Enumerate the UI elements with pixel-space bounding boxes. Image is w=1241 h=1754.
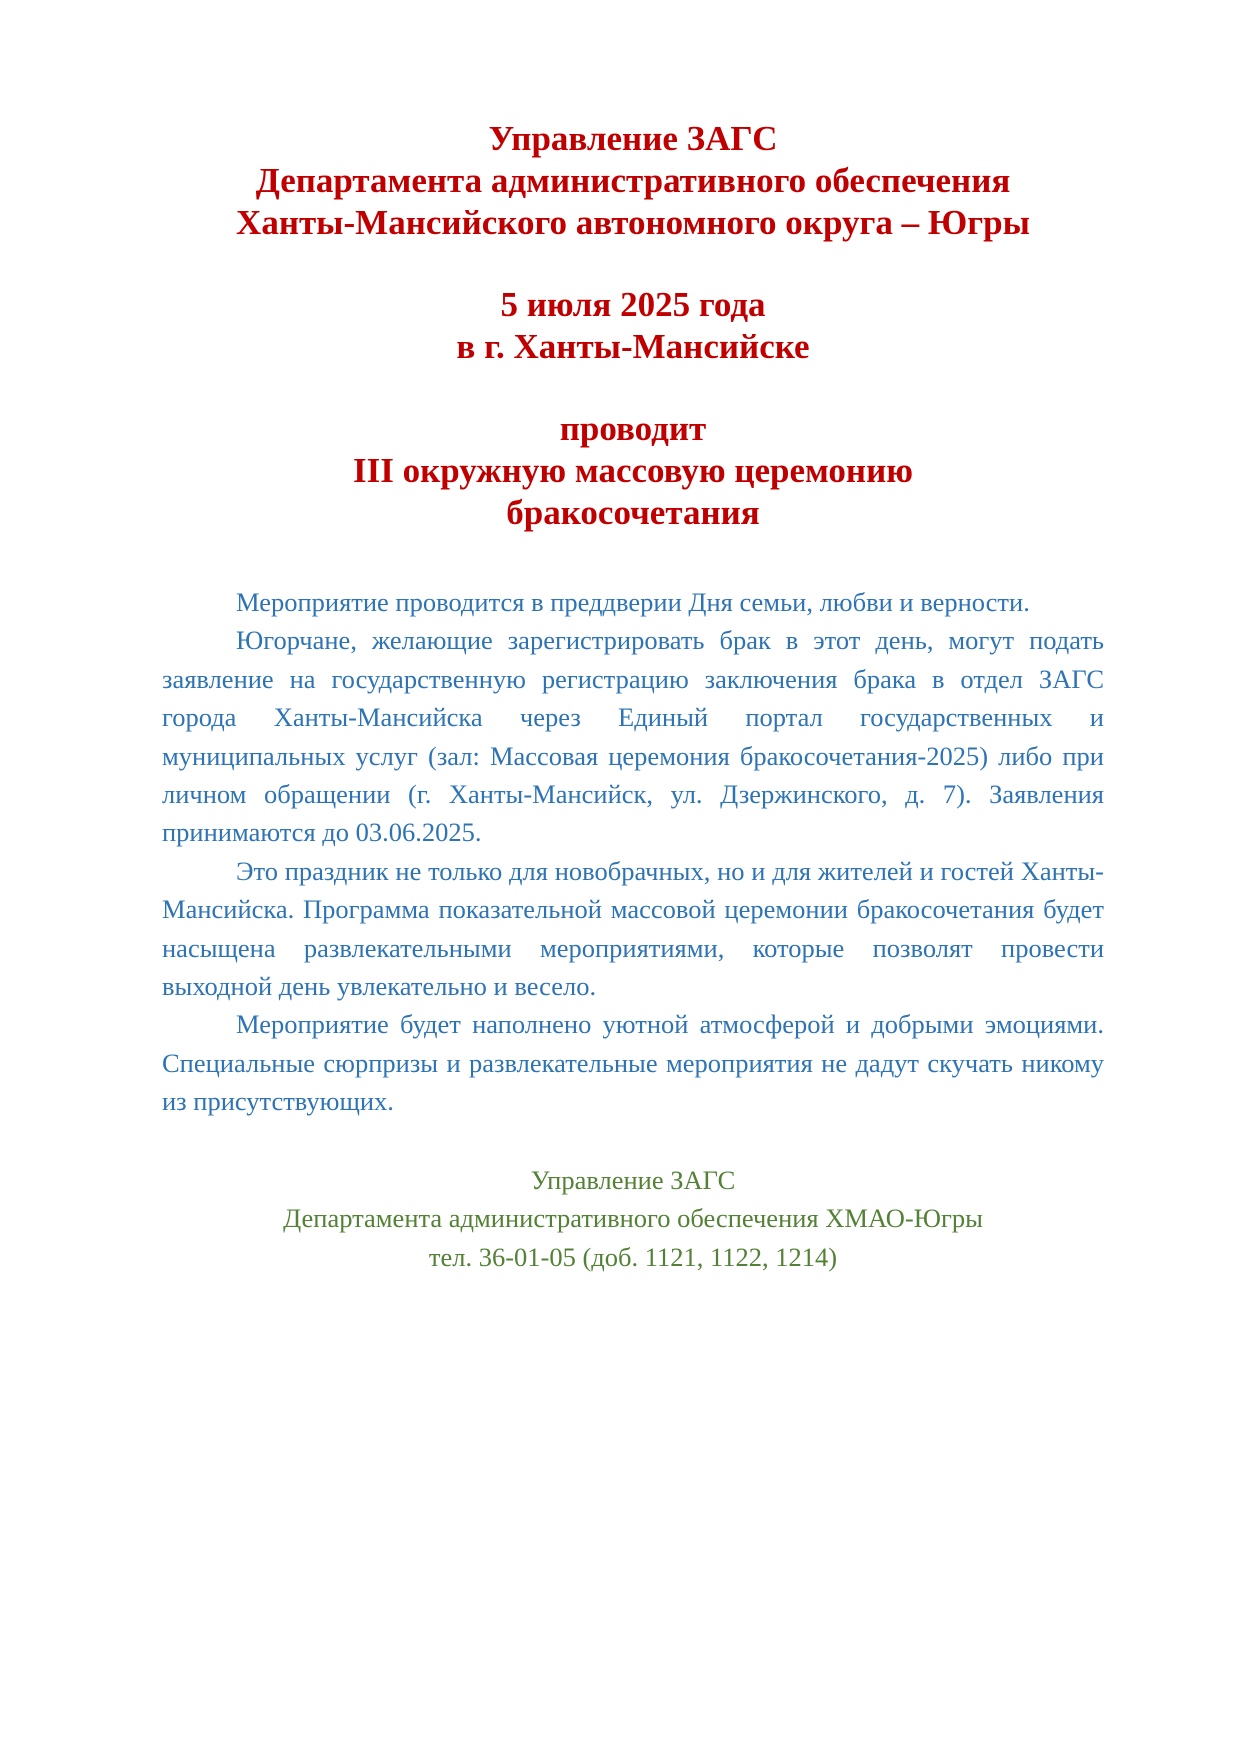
heading-org-line-3: Ханты-Мансийского автономного округа – Югры bbox=[236, 203, 1030, 242]
heading-event-line-2: III окружную массовую церемонию bbox=[352, 451, 914, 490]
heading-org-line-1: Управление ЗАГС bbox=[488, 119, 778, 158]
body-paragraph-4: Мероприятие будет наполнено уютной атмосферой и добрыми эмоциями. Специальные сюрпризы и развлекательные мероприятия не дадут скучать никому из присутствующих. bbox=[162, 1009, 1104, 1117]
announcement-body bbox=[162, 583, 1104, 1121]
signature-line-2: Департамента административного обеспечения ХМАО-Югры bbox=[283, 1203, 983, 1234]
body-paragraph-3: Это праздник не только для новобрачных, но и для жителей и гостей Ханты-Мансийска. Программа показательной массовой церемонии бракосочетания будет насыщена развлекательными мероприятиями, которые позволят провести выходной день увлекательно и весело. bbox=[162, 855, 1104, 1002]
heading-place-line: в г. Ханты-Мансийске bbox=[456, 327, 810, 366]
heading-date-line: 5 июля 2025 года bbox=[500, 285, 766, 324]
heading-org-line-2: Департамента административного обеспечения bbox=[255, 161, 1011, 200]
signature-block bbox=[162, 1161, 1104, 1276]
heading-spacer bbox=[162, 244, 1104, 284]
document-heading bbox=[162, 118, 1104, 534]
body-paragraph-1: Мероприятие проводится в преддверии Дня семьи, любви и верности. bbox=[236, 587, 1030, 617]
heading-event-line-1: проводит bbox=[559, 409, 707, 448]
document-content bbox=[162, 118, 1104, 1276]
signature-phone-line: тел. 36-01-05 (доб. 1121, 1122, 1214) bbox=[428, 1241, 838, 1272]
signature-line-1: Управление ЗАГС bbox=[530, 1164, 736, 1195]
body-paragraph-2: Югорчане, желающие зарегистрировать брак в этот день, могут подать заявление на государственную регистрацию заключения брака в отдел ЗАГС города Ханты-Мансийска через Единый портал государственных и муниципальных услуг (зал: Массовая церемония бракосочетания-2025) либо при личном обращении (г. Ханты-Мансийск, ул. Дзержинского, д. 7). Заявления принимаются до 03.06.2025. bbox=[162, 625, 1104, 848]
heading-event-line-3: бракосочетания bbox=[506, 493, 760, 532]
heading-spacer bbox=[162, 368, 1104, 408]
